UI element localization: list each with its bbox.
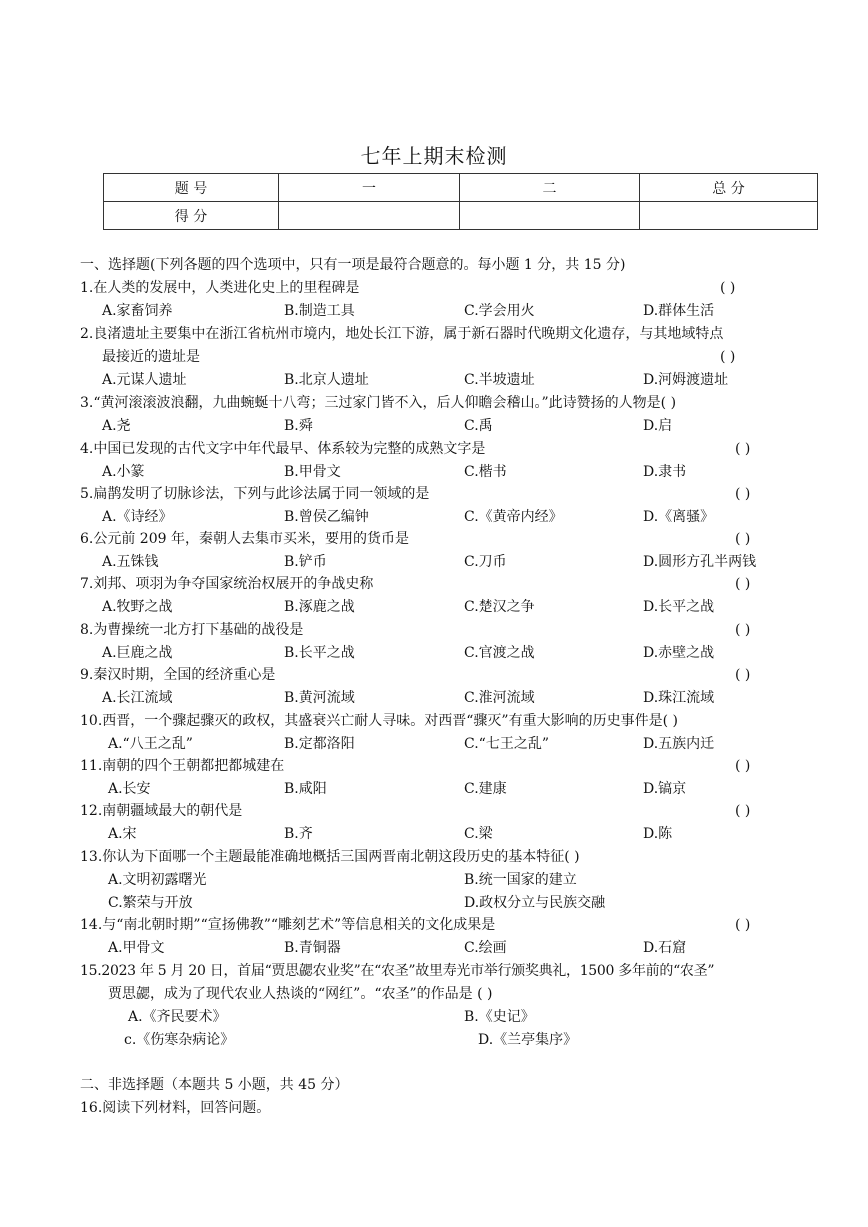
section-heading: 一、选择题(下列各题的四个选项中，只有一项是最符合题意的。每小题 1 分，共 15 分) [80, 257, 626, 273]
option: A.甲骨文 [108, 940, 165, 956]
option: A.牧野之战 [102, 599, 173, 615]
score-header-cell: 一 [279, 174, 460, 202]
question-stem: 14.与“南北朝时期”“宣扬佛教”“雕刻艺术”等信息相关的文化成果是 [80, 917, 496, 933]
score-table-header-row [104, 174, 818, 202]
answer-blank: ( ) [735, 917, 751, 933]
option: B.齐 [284, 826, 313, 842]
question-stem: 13.你认为下面哪一个主题最能准确地概括三国两晋南北朝这段历史的基本特征( ) [80, 849, 580, 865]
page-title: 七年上期末检测 [360, 144, 508, 168]
option: C.半坡遗址 [464, 372, 535, 388]
option: D.河姆渡遗址 [643, 372, 729, 388]
option: D.政权分立与民族交融 [464, 895, 606, 911]
option: C.梁 [464, 826, 493, 842]
answer-blank: ( ) [735, 758, 751, 774]
option: C.建康 [464, 781, 507, 797]
option: D.启 [643, 418, 673, 434]
option: A.文明初露曙光 [108, 872, 207, 888]
option: A.尧 [102, 418, 131, 434]
option: C.官渡之战 [464, 645, 535, 661]
option: D.群体生活 [643, 303, 715, 319]
score-cell [460, 202, 640, 230]
option: A.元谋人遗址 [102, 372, 187, 388]
question-stem: 1.在人类的发展中，人类进化史上的里程碑是 [80, 280, 360, 296]
option: B.定都洛阳 [284, 736, 355, 752]
option: A.家畜饲养 [102, 303, 173, 319]
answer-blank: ( ) [735, 441, 751, 457]
score-header-cell: 总 分 [640, 174, 818, 202]
option: B.涿鹿之战 [284, 599, 355, 615]
question-stem: 11.南朝的四个王朝都把都城建在 [80, 758, 285, 774]
answer-blank: ( ) [735, 667, 751, 683]
option: D.长平之战 [643, 599, 715, 615]
option: A.巨鹿之战 [102, 645, 173, 661]
section-heading: 二、非选择题（本题共 5 小题，共 45 分） [80, 1077, 349, 1093]
option: B.青铜器 [284, 940, 341, 956]
question-stem: 10.西晋，一个骤起骤灭的政权，其盛衰兴亡耐人寻味。对西晋“骤灭”有重大影响的历史事件是( ) [80, 713, 678, 729]
score-cell [279, 202, 460, 230]
score-table [103, 173, 818, 230]
answer-blank: ( ) [735, 531, 751, 547]
option: D.《兰亭集序》 [478, 1032, 578, 1048]
question-stem: 8.为曹操统一北方打下基础的战役是 [80, 622, 304, 638]
option: B.统一国家的建立 [464, 872, 577, 888]
option: A.长江流域 [102, 690, 173, 706]
answer-blank: ( ) [720, 349, 736, 365]
option: B.舜 [284, 418, 313, 434]
option: A.《诗经》 [102, 509, 173, 525]
question-stem: 12.南朝疆域最大的朝代是 [80, 803, 243, 819]
option: c.《伤寒杂病论》 [124, 1032, 235, 1048]
option: D.五族内迁 [643, 736, 715, 752]
score-header-cell: 二 [460, 174, 640, 202]
option: B.甲骨文 [284, 464, 341, 480]
option: D.石窟 [643, 940, 687, 956]
option: D.镐京 [643, 781, 687, 797]
question-stem: 15.2023 年 5 月 20 日，首届“贾思勰农业奖”在“农圣”故里寿光市举行颁奖典礼，1500 多年前的“农圣” [80, 963, 715, 979]
option: B.北京人遗址 [284, 372, 369, 388]
option: B.长平之战 [284, 645, 355, 661]
question-stem: 3.“黄河滚滚波浪翻，九曲蜿蜒十八弯；三过家门皆不入，后人仰瞻会稽山。”此诗赞扬的人物是( ) [80, 395, 677, 411]
option: D.圆形方孔半两钱 [643, 554, 757, 570]
answer-blank: ( ) [735, 576, 751, 592]
option: C.楷书 [464, 464, 507, 480]
answer-blank: ( ) [720, 280, 736, 296]
option: C.“七王之乱” [464, 736, 549, 752]
question-stem: 2.良渚遗址主要集中在浙江省杭州市境内，地处长江下游，属于新石器时代晚期文化遗存，与其地域特点 [80, 326, 724, 342]
option: B.咸阳 [284, 781, 327, 797]
option: C.淮河流域 [464, 690, 535, 706]
question-stem: 7.刘邦、项羽为争夺国家统治权展开的争战史称 [80, 576, 374, 592]
option: C.刀币 [464, 554, 507, 570]
question-stem: 6.公元前 209 年，秦朝人去集市买米，要用的货币是 [80, 531, 409, 547]
question-stem-cont: 贾思勰，成为了现代农业人热谈的“网红”。“农圣”的作品是 ( ) [108, 986, 493, 1002]
answer-blank: ( ) [735, 622, 751, 638]
option: C.《黄帝内经》 [464, 509, 563, 525]
option: A.五铢钱 [102, 554, 159, 570]
score-row-label: 得 分 [104, 202, 279, 230]
option: C.禹 [464, 418, 493, 434]
question-stem: 4.中国已发现的古代文字中年代最早、体系较为完整的成熟文字是 [80, 441, 486, 457]
option: A.小篆 [102, 464, 145, 480]
option: C.绘画 [464, 940, 507, 956]
option: D.隶书 [643, 464, 687, 480]
question-stem: 5.扁鹊发明了切脉诊法，下列与此诊法属于同一领域的是 [80, 486, 430, 502]
question-stem: 9.秦汉时期，全国的经济重心是 [80, 667, 276, 683]
option: A.宋 [108, 826, 137, 842]
score-table-score-row [104, 202, 818, 230]
answer-blank: ( ) [735, 803, 751, 819]
option: C.繁荣与开放 [108, 895, 193, 911]
option: B.《史记》 [464, 1009, 535, 1025]
option: A.《齐民要术》 [128, 1009, 227, 1025]
score-header-cell: 题 号 [104, 174, 279, 202]
option: C.学会用火 [464, 303, 535, 319]
answer-blank: ( ) [735, 486, 751, 502]
option: B.制造工具 [284, 303, 355, 319]
option: D.陈 [643, 826, 673, 842]
option: A.长安 [108, 781, 151, 797]
score-cell [640, 202, 818, 230]
option: B.铲币 [284, 554, 327, 570]
option: D.珠江流域 [643, 690, 715, 706]
option: D.《离骚》 [643, 509, 715, 525]
question-stem-cont: 最接近的遗址是 [102, 349, 200, 365]
option: D.赤壁之战 [643, 645, 715, 661]
option: C.楚汉之争 [464, 599, 535, 615]
option: A.“八王之乱” [108, 736, 193, 752]
option: B.黄河流域 [284, 690, 355, 706]
question-stem: 16.阅读下列材料，回答问题。 [80, 1100, 271, 1116]
option: B.曾侯乙编钟 [284, 509, 369, 525]
